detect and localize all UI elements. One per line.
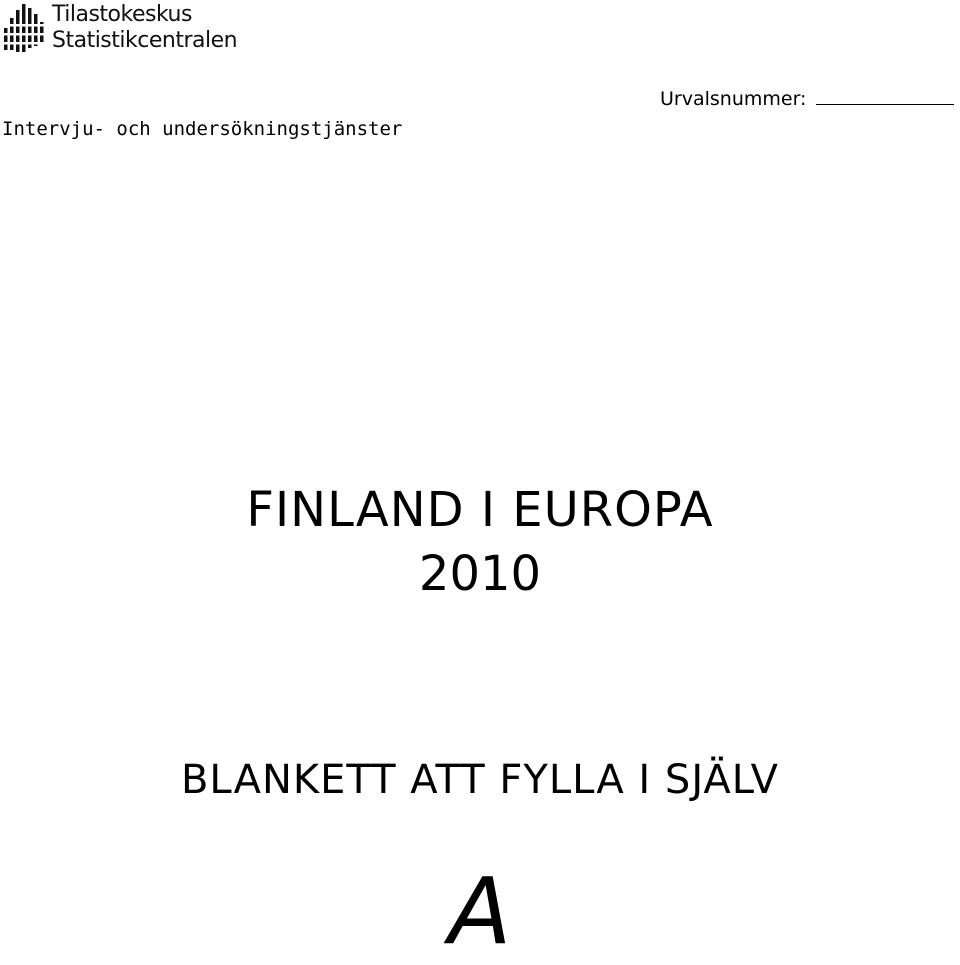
- sample-number-label: Urvalsnummer:: [660, 88, 807, 110]
- form-version-letter: A: [448, 858, 512, 965]
- form-subtitle: BLANKETT ATT FYLLA I SJÄLV: [180, 757, 780, 803]
- survey-title: FINLAND I EUROPA: [246, 482, 714, 538]
- logo-wordmark: [52, 2, 237, 54]
- department-name: Intervju- och undersökningstjänster: [2, 118, 403, 140]
- logo-text-finnish: Tilastokeskus: [52, 2, 192, 27]
- sample-number-field: [660, 88, 954, 110]
- sample-number-blank-line[interactable]: [816, 104, 954, 105]
- logo-text-swedish: Statistikcentralen: [52, 28, 238, 53]
- bar-mark-icon: [2, 2, 46, 56]
- statistics-finland-logo: [2, 2, 237, 56]
- survey-year: 2010: [418, 546, 542, 602]
